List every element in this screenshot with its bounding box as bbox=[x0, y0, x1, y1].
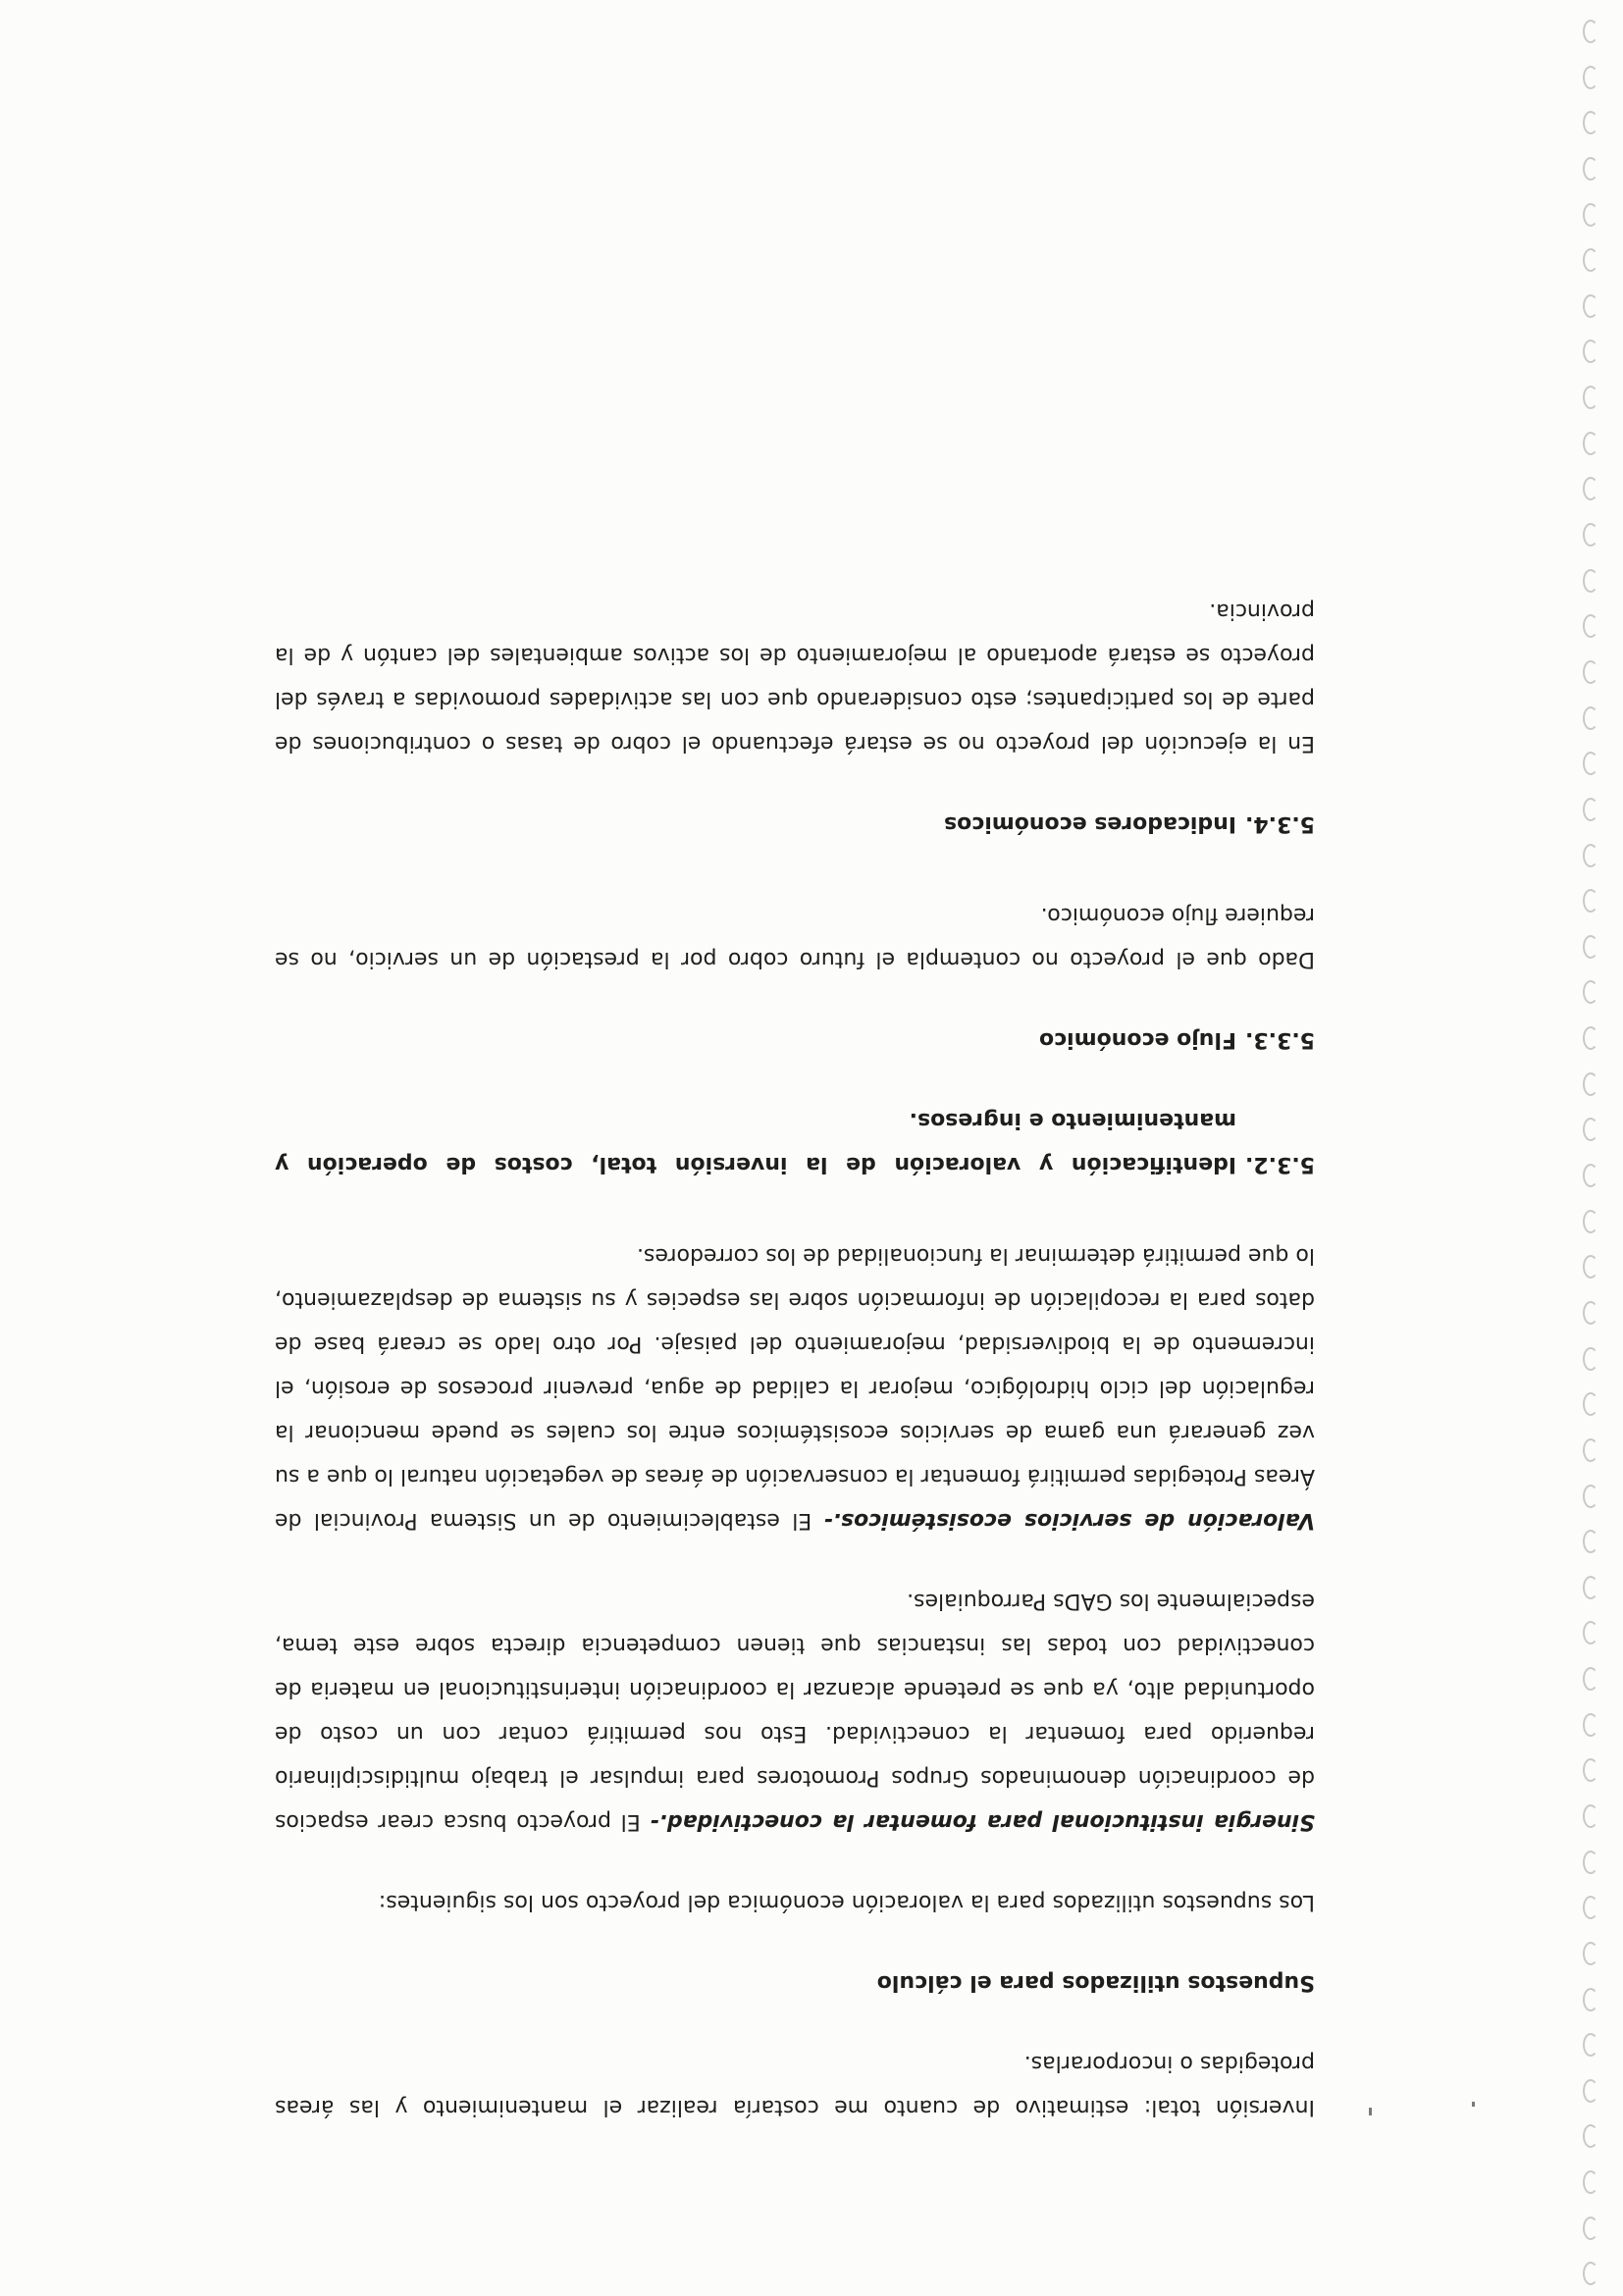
binding-hole bbox=[1583, 2170, 1598, 2194]
binding-hole bbox=[1583, 1851, 1598, 1874]
binding-hole bbox=[1583, 386, 1598, 409]
binding-hole bbox=[1583, 1576, 1598, 1599]
section-number: 5.3.2. bbox=[1245, 1152, 1315, 1176]
binding-hole bbox=[1583, 248, 1598, 272]
binding-hole bbox=[1583, 2033, 1598, 2057]
paragraph-sinergia bbox=[275, 1579, 1315, 1844]
binding-hole bbox=[1583, 1896, 1598, 1919]
binding-hole bbox=[1583, 1301, 1598, 1325]
binding-hole bbox=[1583, 1485, 1598, 1508]
binding-hole bbox=[1583, 1072, 1598, 1096]
paragraph-inversion-total: Inversión total: estimativo de cuanto me costaría realizar el mantenimiento y las áreas protegidas o incorporarlas. bbox=[275, 2051, 1315, 2119]
binding-hole bbox=[1583, 752, 1598, 775]
binding-hole bbox=[1583, 1164, 1598, 1187]
binding-hole bbox=[1583, 432, 1598, 455]
binding-hole bbox=[1583, 1530, 1598, 1553]
paragraph-supuestos: Los supuestos utilizados para la valoración económica del proyecto son los siguientes: bbox=[378, 1890, 1315, 1914]
paragraph-valoracion bbox=[275, 1233, 1315, 1542]
document-body bbox=[275, 432, 1315, 2129]
valoracion-lead: Valoración de servicios ecosistémicos.- bbox=[823, 1508, 1315, 1533]
section-title: Identificación y valoración de la inversión total, costos de operación y mantenimiento e ingresos. bbox=[275, 1108, 1236, 1176]
binding-hole bbox=[1583, 2124, 1598, 2148]
paragraph-flujo-economico: Dado que el proyecto no contempla el futuro cobro por la prestación de un servicio, no se requiere flujo económico. bbox=[275, 903, 1315, 971]
binding-hole bbox=[1583, 1438, 1598, 1462]
section-5-3-3-heading bbox=[275, 1018, 1315, 1062]
binding-hole bbox=[1583, 2079, 1598, 2103]
binding-hole bbox=[1583, 1804, 1598, 1828]
binding-hole bbox=[1583, 20, 1598, 43]
section-title: Flujo económico bbox=[1038, 1027, 1236, 1052]
paragraph-indicadores: En la ejecución del proyecto no se estará efectuando el cobro de tasas o contribuciones de parte de los participantes; esto considerando que con las actividades promovidas a través del proyecto se estará aportando al mejoramiento de los activos ambientales del cantón y de la provincia. bbox=[275, 599, 1315, 756]
binding-hole bbox=[1583, 1118, 1598, 1141]
binding-hole bbox=[1583, 1758, 1598, 1782]
binding-hole bbox=[1583, 889, 1598, 913]
binding-hole bbox=[1583, 844, 1598, 867]
binding-hole bbox=[1583, 614, 1598, 638]
binding-hole bbox=[1583, 1210, 1598, 1233]
binding-hole bbox=[1583, 706, 1598, 730]
binding-hole bbox=[1583, 1392, 1598, 1416]
binding-hole bbox=[1583, 203, 1598, 227]
binding-holes bbox=[1576, 20, 1605, 2286]
binding-hole bbox=[1583, 1026, 1598, 1050]
binding-hole bbox=[1583, 935, 1598, 959]
scan-speck bbox=[1472, 2102, 1475, 2107]
binding-hole bbox=[1583, 157, 1598, 181]
binding-hole bbox=[1583, 980, 1598, 1004]
scan-speck bbox=[1369, 2108, 1372, 2115]
binding-hole bbox=[1583, 2217, 1598, 2240]
section-number: 5.3.3. bbox=[1245, 1027, 1315, 1052]
binding-hole bbox=[1583, 477, 1598, 500]
valoracion-text: El establecimiento de un Sistema Provincial de Áreas Protegidas permitirá fomentar la conservación de áreas de vegetación natural lo que a su vez generará una gama de servicios ecosistémicos entre los cuales se puede mencionar la regulación del ciclo hidrológico, mejorar la calidad de agua, prevenir procesos de erosión, el incremento de la biodiversidad, mejoramiento del paisaje. Por otro lado se creará base de datos para la recopilación de información sobre las especies y su sistema de desplazamiento, lo que permitirá determinar la funcionalidad de los corredores. bbox=[275, 1243, 1315, 1533]
binding-hole bbox=[1583, 294, 1598, 318]
binding-hole bbox=[1583, 66, 1598, 89]
binding-hole bbox=[1583, 1621, 1598, 1644]
binding-hole bbox=[1583, 1988, 1598, 2011]
heading-supuestos: Supuestos utilizados para el cálculo bbox=[876, 1970, 1315, 1995]
scan-specks bbox=[1359, 2100, 1555, 2139]
section-5-3-4-heading bbox=[275, 802, 1315, 846]
section-title: Indicadores económicos bbox=[944, 811, 1236, 836]
binding-hole bbox=[1583, 1667, 1598, 1691]
binding-hole bbox=[1583, 1713, 1598, 1737]
section-number: 5.3.4. bbox=[1245, 811, 1315, 836]
sinergia-lead: Sinergia institucional para fomentar la conectividad.- bbox=[650, 1809, 1315, 1834]
binding-hole bbox=[1583, 1942, 1598, 1965]
section-5-3-2-heading bbox=[275, 1098, 1315, 1186]
sinergia-text: El proyecto busca crear espacios de coordinación denominados Grupos Promotores para impulsar el trabajo multidisciplinario requerido para fomentar la conectividad. Esto nos permitirá contar con un costo de oportunidad alto, ya que se pretende alcanzar la coordinación interinstitucional en materia de conectividad con todas las instancias que tienen competencia directa sobre este tema, especialmente los GADs Parroquiales. bbox=[275, 1589, 1315, 1834]
binding-hole bbox=[1583, 523, 1598, 547]
binding-hole bbox=[1583, 798, 1598, 821]
binding-hole bbox=[1583, 339, 1598, 363]
binding-hole bbox=[1583, 1255, 1598, 1278]
binding-hole bbox=[1583, 111, 1598, 134]
binding-hole bbox=[1583, 1347, 1598, 1371]
binding-hole bbox=[1583, 2262, 1598, 2285]
binding-hole bbox=[1583, 660, 1598, 684]
binding-hole bbox=[1583, 569, 1598, 593]
